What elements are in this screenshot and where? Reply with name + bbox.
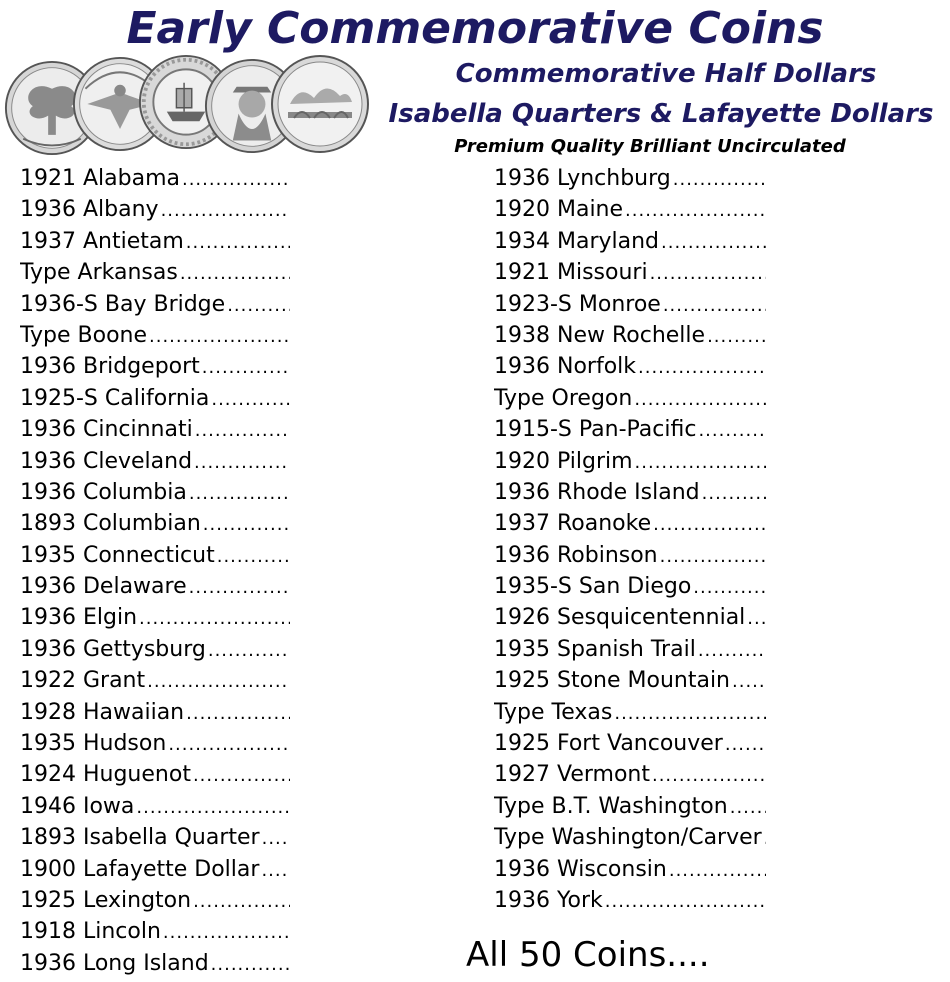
leader-dots <box>661 227 766 257</box>
coin-name: 1915-S Pan-Pacific <box>494 417 697 443</box>
coin-name: 1925 Stone Mountain <box>494 668 730 694</box>
coin-name: 1936 Gettysburg <box>20 636 206 662</box>
coin-name: 1925-S California <box>20 385 210 411</box>
leader-dots <box>698 635 766 665</box>
leader-dots <box>693 572 766 602</box>
coin-name: 1922 Grant <box>20 668 146 694</box>
leader-dots <box>186 227 290 257</box>
total-label: All 50 Coins.... <box>466 935 710 975</box>
list-item <box>20 320 290 351</box>
leader-dots <box>653 509 766 539</box>
leader-dots <box>747 603 766 633</box>
leader-dots <box>702 478 766 508</box>
list-item <box>20 226 290 257</box>
coin-name: 1924 Huguenot <box>20 762 191 788</box>
list-item <box>20 854 290 885</box>
coin-name: 1936 Columbia <box>20 479 187 505</box>
list-item <box>20 759 290 790</box>
list-item <box>20 916 290 947</box>
coin-name: 1935-S San Diego <box>494 574 692 600</box>
coin-name: 1936 Wisconsin <box>494 856 667 882</box>
leader-dots <box>189 572 290 602</box>
leader-dots <box>193 886 290 916</box>
coin-name: Type Boone <box>20 322 148 348</box>
subtitle-quality: Premium Quality Brilliant Uncirculated <box>454 136 846 157</box>
coin-name: 1936 Albany <box>20 197 159 223</box>
list-item <box>494 508 766 539</box>
leader-dots <box>669 855 766 885</box>
coin-name: 1936 Norfolk <box>494 354 637 380</box>
leader-dots <box>211 384 290 414</box>
coin-name: 1936 York <box>494 887 603 913</box>
leader-dots <box>698 415 766 445</box>
list-item <box>494 697 766 728</box>
list-item <box>494 477 766 508</box>
list-item <box>20 508 290 539</box>
coin-name: 1920 Pilgrim <box>494 448 633 474</box>
list-item <box>494 351 766 382</box>
list-item <box>494 759 766 790</box>
list-item <box>494 320 766 351</box>
coin-name: 1921 Alabama <box>20 166 180 191</box>
leader-dots <box>634 384 766 414</box>
leader-dots <box>180 258 290 288</box>
leader-dots <box>208 635 290 665</box>
leader-dots <box>261 855 290 885</box>
leader-dots <box>149 321 290 351</box>
coin-name: Type Texas <box>494 699 613 725</box>
list-item <box>494 446 766 477</box>
coin-name: 1935 Connecticut <box>20 542 215 568</box>
leader-dots <box>195 415 290 445</box>
coin-name: 1937 Roanoke <box>494 511 652 537</box>
coin-name: 1934 Maryland <box>494 228 660 254</box>
list-item <box>20 540 290 571</box>
list-item <box>20 414 290 445</box>
list-item <box>494 602 766 633</box>
coin-name: 1893 Columbian <box>20 511 201 537</box>
list-item <box>494 163 766 194</box>
list-item <box>494 540 766 571</box>
list-item <box>20 194 290 225</box>
list-item <box>20 665 290 696</box>
coin-list-right <box>494 163 766 916</box>
list-item <box>20 571 290 602</box>
list-item <box>20 791 290 822</box>
leader-dots <box>182 164 290 194</box>
list-item <box>494 383 766 414</box>
page-title: Early Commemorative Coins <box>126 3 824 54</box>
coin-name: 1935 Spanish Trail <box>494 636 696 662</box>
list-item <box>494 289 766 320</box>
coin-name: 1937 Antietam <box>20 228 184 254</box>
leader-dots <box>660 541 766 571</box>
leader-dots <box>211 949 290 979</box>
coin-name: 1936 Long Island <box>20 950 209 976</box>
leader-dots <box>764 823 766 853</box>
leader-dots <box>605 886 766 916</box>
leader-dots <box>139 603 290 633</box>
leader-dots <box>663 290 766 320</box>
leader-dots <box>730 792 766 822</box>
coin-name: 1936 Cleveland <box>20 448 193 474</box>
coin-name: 1925 Fort Vancouver <box>494 731 723 757</box>
coin-name: 1936 Cincinnati <box>20 417 193 443</box>
coin-name: 1936 Elgin <box>20 605 138 631</box>
coin-name: 1928 Hawaiian <box>20 699 185 725</box>
coin-name: 1936-S Bay Bridge <box>20 291 226 317</box>
leader-dots <box>136 792 290 822</box>
leader-dots <box>189 478 290 508</box>
coin-name: Type Arkansas <box>20 260 178 286</box>
list-item <box>20 602 290 633</box>
leader-dots <box>635 447 766 477</box>
leader-dots <box>217 541 290 571</box>
list-item <box>20 822 290 853</box>
coin-name: 1921 Missouri <box>494 260 648 286</box>
leader-dots <box>725 729 766 759</box>
list-item <box>20 477 290 508</box>
coin-name: 1893 Isabella Quarter <box>20 825 260 851</box>
list-item <box>20 446 290 477</box>
leader-dots <box>202 352 290 382</box>
coin-name: 1925 Lexington <box>20 887 192 913</box>
bridge-coin-icon <box>270 54 370 154</box>
leader-dots <box>227 290 290 320</box>
list-item <box>494 414 766 445</box>
coin-name: 1918 Lincoln <box>20 919 161 945</box>
list-item <box>20 383 290 414</box>
coin-list-left <box>20 163 290 979</box>
list-item <box>494 226 766 257</box>
leader-dots <box>168 729 290 759</box>
subtitle-half-dollars: Commemorative Half Dollars <box>455 59 877 89</box>
leader-dots <box>163 917 290 947</box>
coin-name: 1926 Sesquicentennial <box>494 605 746 631</box>
list-item <box>20 163 290 194</box>
list-item <box>494 885 766 916</box>
leader-dots <box>194 447 290 477</box>
list-item <box>494 728 766 759</box>
leader-dots <box>262 823 290 853</box>
leader-dots <box>614 698 766 728</box>
leader-dots <box>625 195 766 225</box>
list-item <box>494 194 766 225</box>
leader-dots <box>186 698 290 728</box>
coin-name: Type Washington/Carver <box>494 825 762 851</box>
list-item <box>494 791 766 822</box>
coin-name: 1923-S Monroe <box>494 291 661 317</box>
leader-dots <box>193 760 290 790</box>
list-item <box>20 289 290 320</box>
list-item <box>20 697 290 728</box>
leader-dots <box>652 760 766 790</box>
coin-name: 1936 Bridgeport <box>20 354 200 380</box>
coin-name: 1927 Vermont <box>494 762 650 788</box>
coin-name: 1936 Delaware <box>20 574 187 600</box>
list-item <box>20 257 290 288</box>
list-item <box>20 728 290 759</box>
coin-name: 1936 Robinson <box>494 542 658 568</box>
leader-dots <box>650 258 766 288</box>
coin-name: Type Oregon <box>494 385 633 411</box>
coin-name: 1936 Lynchburg <box>494 166 671 191</box>
list-item <box>20 948 290 979</box>
coin-name: 1938 New Rochelle <box>494 322 706 348</box>
leader-dots <box>203 509 290 539</box>
coin-name: 1936 Rhode Island <box>494 479 700 505</box>
list-item <box>494 822 766 853</box>
leader-dots <box>707 321 766 351</box>
coin-images <box>4 50 374 162</box>
coin-name: Type B.T. Washington <box>494 793 728 819</box>
list-item <box>494 571 766 602</box>
leader-dots <box>673 164 766 194</box>
list-item <box>494 854 766 885</box>
list-item <box>20 634 290 665</box>
coin-name: 1935 Hudson <box>20 731 167 757</box>
coin-name: 1946 Iowa <box>20 793 135 819</box>
coin-name: 1900 Lafayette Dollar <box>20 856 260 882</box>
leader-dots <box>732 666 766 696</box>
list-item <box>494 257 766 288</box>
leader-dots <box>147 666 290 696</box>
list-item <box>494 634 766 665</box>
list-item <box>20 885 290 916</box>
leader-dots <box>161 195 290 225</box>
subtitle-quarters-dollars: Isabella Quarters & Lafayette Dollars <box>388 99 934 129</box>
list-item <box>494 665 766 696</box>
list-item <box>20 351 290 382</box>
coin-name: 1920 Maine <box>494 197 624 223</box>
leader-dots <box>638 352 766 382</box>
